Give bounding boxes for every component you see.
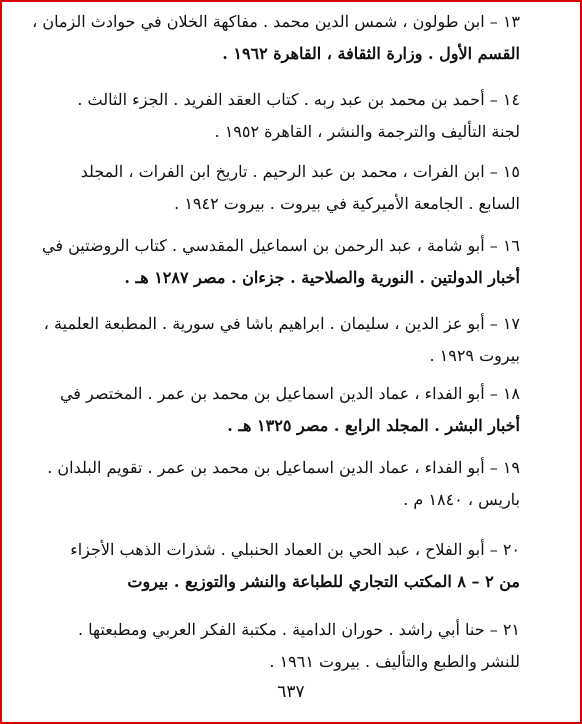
entry-line: ١٣ – ابن طولون ، شمس الدين محمد . مفاكهة الخلان في حوادث الزمان ، [32, 12, 520, 31]
entry-line: للنشر والطبع والتأليف . بيروت ١٩٦١ . [269, 652, 520, 671]
bibliography-entry-17 [43, 308, 520, 372]
entry-line: بيروت ١٩٢٩ . [429, 346, 520, 365]
bibliography-entry-16 [42, 230, 520, 294]
entry-line: القسم الأول . وزارة الثقافة ، القاهرة ١٩٦٢ . [222, 44, 520, 63]
entry-line: من ٢ – ٨ المكتب التجاري للطباعة والنشر والتوزيع . بيروت [127, 572, 520, 591]
entry-line: ١٦ – أبو شامة ، عبد الرحمن بن اسماعيل المقدسي . كتاب الروضتين في [42, 236, 520, 255]
entry-line: ٢٠ – أبو الفلاح ، عبد الحي بن العماد الحنبلي . شذرات الذهب الأجزاء [70, 540, 520, 559]
entry-line: السابع . الجامعة الأميركية في بيروت . بيروت ١٩٤٢ . [174, 194, 520, 213]
entry-line: ٢١ – حنا أبي راشد . حوران الدامية . مكتبة الفكر العربي ومطبعتها . [77, 620, 520, 639]
entry-line: ١٥ – ابن الفرات ، محمد بن عبد الرحيم . تاريخ ابن الفرات ، المجلد [80, 162, 520, 181]
entry-line: ١٨ – أبو الفداء ، عماد الدين اسماعيل بن محمد بن عمر . المختصر في [59, 384, 520, 403]
bibliography-entry-14 [56, 84, 520, 148]
entry-line: ١٤ – أحمد بن محمد بن عبد ربه . كتاب العقد الفريد . الجزء الثالث . [77, 90, 520, 109]
entry-line: لجنة التأليف والترجمة والنشر ، القاهرة ١٩٥٢ . [214, 122, 520, 141]
page-number: ٦٣٧ [277, 682, 305, 702]
entry-line: أخبار الدولتين . النورية والصلاحية . جزءان . مصر ١٢٨٧ هـ . [124, 268, 520, 287]
bibliography-entry-18 [56, 378, 520, 442]
bibliography-entry-20 [56, 534, 520, 598]
bibliography-entry-19 [47, 452, 520, 516]
bibliography-entry-21 [56, 614, 520, 678]
bibliography-entry-15 [56, 156, 520, 220]
bibliography-entry-13 [32, 6, 520, 70]
entry-line: ١٩ – أبو الفداء ، عماد الدين اسماعيل بن محمد بن عمر . تقويم البلدان . [47, 458, 520, 477]
entry-line: أخبار البشر . المجلد الرابع . مصر ١٣٢٥ هـ . [227, 416, 520, 435]
entry-line: ١٧ – أبو عز الدين ، سليمان . ابراهيم باشا في سورية . المطبعة العلمية ، [43, 314, 520, 333]
entry-line: باريس ، ١٨٤٠ م . [403, 490, 520, 509]
document-page [2, 2, 580, 722]
